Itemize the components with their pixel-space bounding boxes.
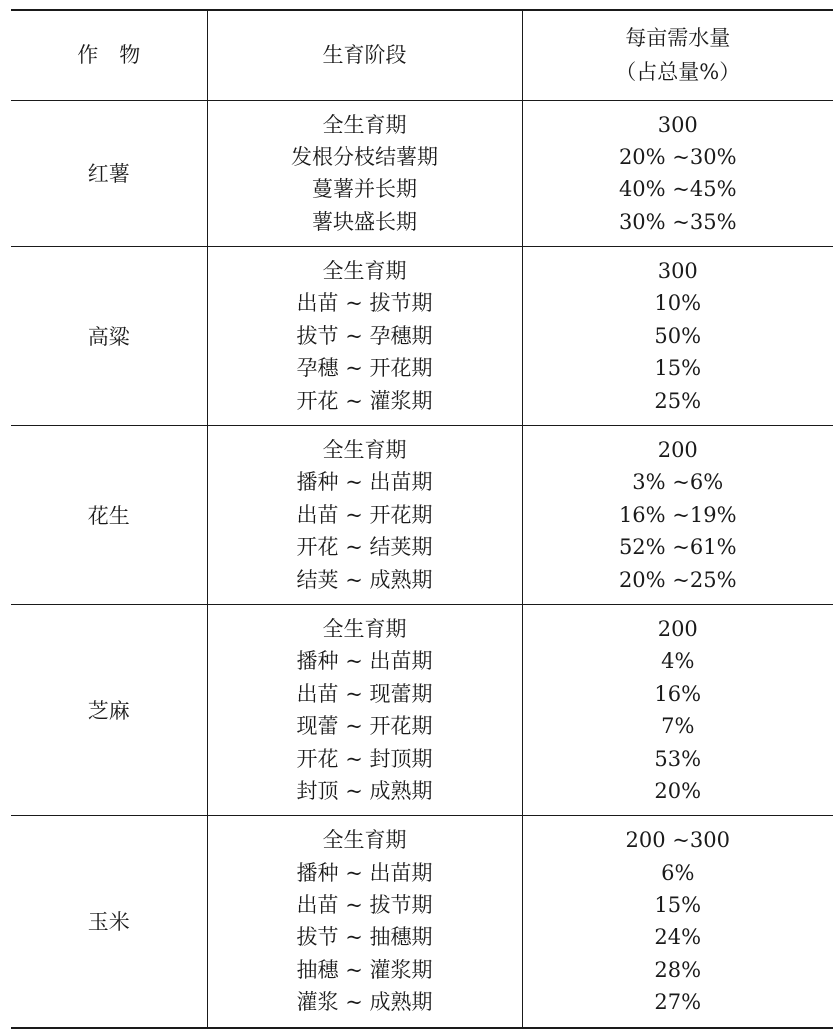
header-stage: 生育阶段 — [207, 10, 522, 100]
stage-label: 开花 ~ 封顶期 — [296, 746, 433, 771]
stage-label: 出苗 ~ 拔节期 — [296, 291, 433, 316]
water-value: 6% — [661, 860, 695, 885]
water-cell — [522, 247, 833, 426]
stage-label: 抽穗 ~ 灌浆期 — [296, 957, 433, 982]
crop-name: 芝麻 — [11, 604, 207, 815]
water-cell — [522, 100, 833, 247]
water-value: 20% — [654, 778, 702, 803]
water-value: 200 — [657, 616, 698, 641]
water-value: 7% — [661, 714, 695, 739]
crop-name: 花生 — [11, 426, 207, 605]
crop-name: 红薯 — [11, 100, 207, 247]
stage-label: 全生育期 — [322, 112, 407, 137]
water-value: 27% — [654, 990, 702, 1015]
water-value: 16% — [654, 681, 702, 706]
water-cell — [522, 816, 833, 1028]
header-row — [11, 10, 833, 100]
stage-label: 全生育期 — [322, 616, 407, 641]
crop-group-row — [11, 247, 833, 426]
water-value: 25% — [654, 388, 702, 413]
water-cell — [522, 604, 833, 815]
water-value: 200 ~300 — [625, 828, 730, 853]
stage-label: 现蕾 ~ 开花期 — [296, 714, 433, 739]
stage-label: 全生育期 — [322, 828, 407, 853]
header-crop: 作 物 — [11, 10, 207, 100]
water-value: 4% — [661, 649, 695, 674]
water-value: 53% — [654, 746, 702, 771]
water-value: 28% — [654, 957, 702, 982]
stage-label: 灌浆 ~ 成熟期 — [296, 990, 433, 1015]
crop-group-row — [11, 426, 833, 605]
header-water-unit: （占总量%） — [615, 60, 741, 85]
stage-label: 孕穗 ~ 开花期 — [296, 356, 433, 381]
stage-label: 结荚 ~ 成熟期 — [296, 567, 433, 592]
header-water-title: 每亩需水量 — [625, 26, 731, 51]
water-value: 50% — [654, 323, 702, 348]
crop-water-table — [11, 9, 833, 1029]
water-value: 200 — [657, 438, 698, 463]
stage-cell — [207, 426, 522, 605]
stage-cell — [207, 604, 522, 815]
stage-cell — [207, 100, 522, 247]
table-body — [11, 100, 833, 1028]
stage-label: 播种 ~ 出苗期 — [296, 860, 433, 885]
water-value: 40% ~45% — [618, 177, 737, 202]
water-value: 300 — [657, 259, 698, 284]
crop-name: 高粱 — [11, 247, 207, 426]
stage-label: 播种 ~ 出苗期 — [296, 470, 433, 495]
stage-label: 封顶 ~ 成熟期 — [296, 778, 433, 803]
crop-group-row — [11, 604, 833, 815]
water-value: 15% — [654, 356, 702, 381]
water-value: 20% ~30% — [618, 144, 737, 169]
crop-name: 玉米 — [11, 816, 207, 1028]
crop-group-row — [11, 100, 833, 247]
stage-label: 出苗 ~ 现蕾期 — [296, 681, 433, 706]
water-value: 10% — [654, 291, 702, 316]
water-value: 24% — [654, 925, 702, 950]
water-value: 30% ~35% — [618, 209, 737, 234]
stage-label: 蔓薯并长期 — [312, 177, 417, 202]
stage-label: 播种 ~ 出苗期 — [296, 649, 433, 674]
stage-label: 薯块盛长期 — [312, 209, 417, 234]
stage-label: 开花 ~ 灌浆期 — [296, 388, 433, 413]
water-value: 3% ~6% — [632, 470, 724, 495]
water-value: 16% ~19% — [618, 502, 737, 527]
stage-label: 发根分枝结薯期 — [291, 144, 438, 169]
water-value: 52% ~61% — [618, 535, 737, 560]
stage-label: 全生育期 — [322, 438, 407, 463]
stage-label: 出苗 ~ 开花期 — [296, 502, 433, 527]
header-water — [522, 10, 833, 100]
stage-label: 拔节 ~ 抽穗期 — [296, 925, 433, 950]
stage-label: 拔节 ~ 孕穗期 — [296, 323, 433, 348]
stage-label: 出苗 ~ 拔节期 — [296, 893, 433, 918]
crop-group-row — [11, 816, 833, 1028]
water-cell — [522, 426, 833, 605]
water-value: 15% — [654, 893, 702, 918]
water-value: 300 — [657, 112, 698, 137]
water-value: 20% ~25% — [618, 567, 737, 592]
stage-label: 全生育期 — [322, 259, 407, 284]
stage-cell — [207, 247, 522, 426]
stage-cell — [207, 816, 522, 1028]
table-header — [11, 10, 833, 100]
stage-label: 开花 ~ 结荚期 — [296, 535, 433, 560]
